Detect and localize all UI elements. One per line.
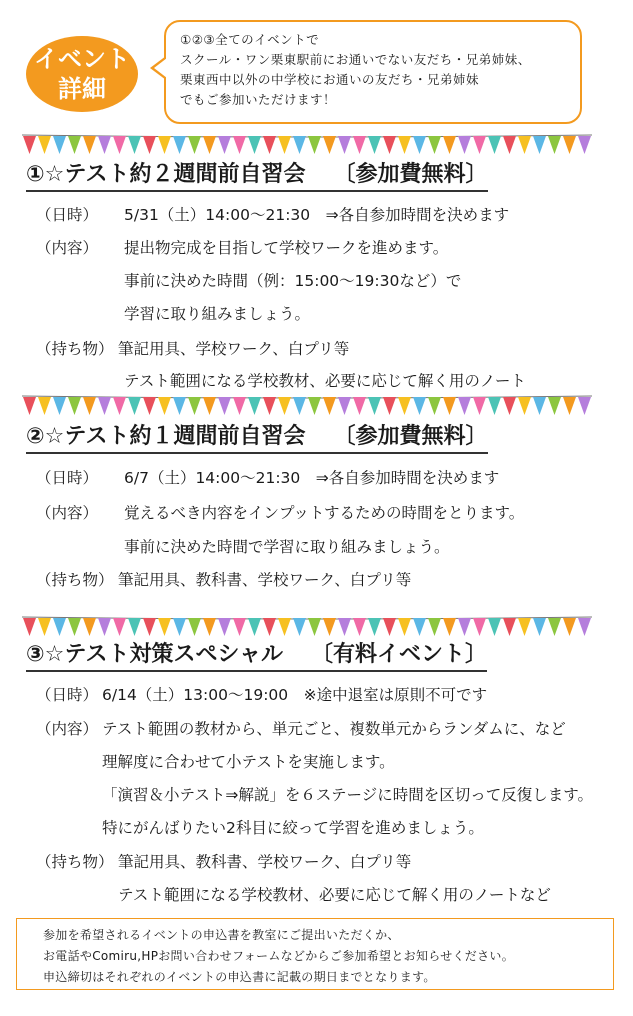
pennant-flag: [278, 618, 291, 636]
pennant-flag: [548, 618, 561, 636]
pennant-flag: [158, 397, 171, 415]
pennant-flag: [203, 618, 216, 636]
pennant-flag: [353, 397, 366, 415]
section-2-date-label: （日時）: [36, 469, 99, 487]
section-3-date-value: 6/14（土）13:00〜19:00 ※途中退室は原則不可です: [102, 686, 488, 704]
pennant-flag: [83, 136, 96, 154]
section-3-fee: 〔有料イベント〕: [311, 642, 488, 667]
pennant-flag: [578, 618, 591, 636]
event-detail-badge: [26, 36, 138, 112]
section-3-items-label: （持ち物）: [36, 853, 114, 871]
section-2-name: ②☆テスト約１週間前自習会: [26, 424, 306, 449]
pennant-flag: [143, 136, 156, 154]
pennant-flag: [188, 136, 201, 154]
pennant-flag: [578, 136, 591, 154]
section-1-content-line: 学習に取り組みましょう。: [124, 305, 311, 323]
section-1-fee: 〔参加費無料〕: [333, 162, 488, 187]
pennant-flag: [368, 136, 381, 154]
pennant-flag: [503, 136, 516, 154]
pennant-flag: [68, 397, 81, 415]
pennant-flag: [113, 136, 126, 154]
pennant-flag: [23, 136, 36, 154]
pennant-flag: [428, 136, 441, 154]
pennant-flag: [83, 618, 96, 636]
pennant-flag: [68, 136, 81, 154]
pennant-flag: [413, 397, 426, 415]
pennant-flag: [413, 618, 426, 636]
pennant-flag: [53, 397, 66, 415]
pennant-flag: [443, 136, 456, 154]
pennant-flag: [278, 136, 291, 154]
section-3-content-line: 特にがんばりたい2科目に絞って学習を進めましょう。: [102, 819, 484, 837]
pennant-flag: [308, 618, 321, 636]
footer-line: 参加を希望されるイベントの申込書を教室にご提出いただくか、: [43, 928, 400, 942]
pennant-flag: [218, 397, 231, 415]
section-1-content-line: 提出物完成を目指して学校ワークを進めます。: [124, 239, 449, 257]
pennant-flag: [278, 397, 291, 415]
pennant-flag: [23, 397, 36, 415]
section-1-content-line: 事前に決めた時間（例：15:00〜19:30など）で: [124, 272, 462, 290]
pennant-flag: [113, 397, 126, 415]
pennant-flag: [458, 136, 471, 154]
pennant-flag: [173, 136, 186, 154]
pennant-flag: [503, 397, 516, 415]
pennant-flag: [338, 618, 351, 636]
pennant-flag: [128, 397, 141, 415]
pennant-flag: [563, 618, 576, 636]
pennant-flag: [473, 136, 486, 154]
pennant-flag: [578, 397, 591, 415]
pennant-flag: [518, 397, 531, 415]
pennant-flag: [173, 618, 186, 636]
pennant-flag: [368, 618, 381, 636]
pennant-flag: [548, 136, 561, 154]
pennant-flag: [113, 618, 126, 636]
bubble-line: 栗東西中以外の中学校にお通いの友だち・兄弟姉妹: [180, 72, 480, 87]
pennant-flag: [518, 618, 531, 636]
section-2-content-line: 覚えるべき内容をインプットするための時間をとります。: [124, 504, 525, 522]
pennant-flag: [563, 136, 576, 154]
badge-line-2: 詳細: [58, 75, 106, 103]
pennant-flag: [158, 618, 171, 636]
notice-speech-bubble: [164, 20, 582, 124]
section-2-date-value: 6/7（土）14:00〜21:30 ⇒各自参加時間を決めます: [124, 469, 500, 487]
pennant-flag: [128, 618, 141, 636]
pennant-flag: [473, 618, 486, 636]
pennant-flag: [233, 136, 246, 154]
pennant-flag: [323, 136, 336, 154]
pennant-flag: [518, 136, 531, 154]
application-notice-box: [16, 918, 614, 990]
section-1-items-label: （持ち物）: [36, 340, 114, 358]
pennant-flag: [293, 397, 306, 415]
pennant-flag: [488, 136, 501, 154]
pennant-flag: [413, 136, 426, 154]
pennant-flag: [38, 397, 51, 415]
pennant-flag: [83, 397, 96, 415]
pennant-flag: [233, 397, 246, 415]
pennant-flag: [173, 397, 186, 415]
pennant-flag: [443, 397, 456, 415]
pennant-flag: [563, 397, 576, 415]
section-3-content-line: 「演習＆小テスト⇒解説」を６ステージに時間を区切って反復します。: [102, 786, 594, 804]
section-1-items-line: 筆記用具、学校ワーク、白プリ等: [118, 340, 350, 358]
pennant-flag: [188, 618, 201, 636]
section-3-items-line: 筆記用具、教科書、学校ワーク、白プリ等: [118, 853, 412, 871]
section-1-title: [26, 160, 488, 192]
section-2-title: [26, 422, 488, 454]
pennant-flag: [488, 618, 501, 636]
pennant-flag: [263, 136, 276, 154]
pennant-flag: [323, 397, 336, 415]
pennant-flag: [458, 618, 471, 636]
bubble-line: でもご参加いただけます！: [180, 92, 337, 107]
pennant-flag: [248, 397, 261, 415]
pennant-flag: [383, 136, 396, 154]
pennant-flag: [398, 397, 411, 415]
pennant-flag: [98, 618, 111, 636]
pennant-flag: [533, 136, 546, 154]
pennant-flag: [293, 136, 306, 154]
pennant-flag: [308, 397, 321, 415]
section-1-items-line: テスト範囲になる学校教材、必要に応じて解く用のノート: [124, 372, 526, 390]
pennant-flag: [128, 136, 141, 154]
pennant-flag: [23, 618, 36, 636]
pennant-flag: [38, 136, 51, 154]
section-3-date-label: （日時）: [36, 686, 99, 704]
section-3-content-label: （内容）: [36, 720, 99, 738]
pennant-flag: [458, 397, 471, 415]
pennant-flag: [263, 618, 276, 636]
pennant-flag: [488, 397, 501, 415]
footer-line: お電話やComiru,HPお問い合わせフォームなどからご参加希望とお知らせください。: [43, 949, 514, 963]
bubble-line: ①②③全てのイベントで: [180, 32, 320, 47]
pennant-flag: [53, 618, 66, 636]
pennant-flag: [98, 397, 111, 415]
pennant-flag: [428, 397, 441, 415]
pennant-flag: [53, 136, 66, 154]
pennant-flag: [383, 397, 396, 415]
pennant-flag: [443, 618, 456, 636]
pennant-flag: [338, 136, 351, 154]
pennant-flag: [368, 397, 381, 415]
pennant-flag: [203, 397, 216, 415]
pennant-flag: [503, 618, 516, 636]
footer-line: 申込締切はそれぞれのイベントの申込書に記載の期日までとなります。: [43, 970, 436, 984]
pennant-flag: [308, 136, 321, 154]
bubble-line: スクール・ワン栗東駅前にお通いでない友だち・兄弟姉妹、: [180, 52, 531, 67]
section-1-content-label: （内容）: [36, 239, 99, 257]
section-1-date-value: 5/31（土）14:00〜21:30 ⇒各自参加時間を決めます: [124, 206, 510, 224]
pennant-flag: [98, 136, 111, 154]
pennant-flag: [38, 618, 51, 636]
pennant-flag: [218, 618, 231, 636]
pennant-flag: [68, 618, 81, 636]
section-1-date-label: （日時）: [36, 206, 99, 224]
pennant-flag: [533, 618, 546, 636]
section-2-content-label: （内容）: [36, 504, 99, 522]
section-3-title: [26, 640, 487, 672]
section-3-items-line: テスト範囲になる学校教材、必要に応じて解く用のノートなど: [118, 886, 551, 904]
pennant-flag: [203, 136, 216, 154]
section-2-content-line: 事前に決めた時間で学習に取り組みましょう。: [124, 538, 450, 556]
pennant-flag: [338, 397, 351, 415]
pennant-flag: [143, 397, 156, 415]
pennant-flag: [188, 397, 201, 415]
pennant-flag: [248, 618, 261, 636]
pennant-flag: [398, 136, 411, 154]
pennant-flag: [473, 397, 486, 415]
pennant-flag: [143, 618, 156, 636]
section-3-content-line: テスト範囲の教材から、単元ごと、複数単元からランダムに、など: [102, 720, 566, 738]
section-3-name: ③☆テスト対策スペシャル: [26, 642, 284, 667]
pennant-flag: [353, 136, 366, 154]
pennant-flag: [533, 397, 546, 415]
pennant-flag: [353, 618, 366, 636]
flag-garland-2: [22, 393, 592, 417]
pennant-flag: [248, 136, 261, 154]
pennant-flag: [218, 136, 231, 154]
section-1-name: ①☆テスト約２週間前自習会: [26, 162, 306, 187]
pennant-flag: [233, 618, 246, 636]
section-3-content-line: 理解度に合わせて小テストを実施します。: [102, 753, 395, 771]
section-2-fee: 〔参加費無料〕: [333, 424, 488, 449]
badge-line-1: イベント: [34, 45, 130, 73]
pennant-flag: [263, 397, 276, 415]
flag-garland-3: [22, 614, 592, 638]
pennant-flag: [428, 618, 441, 636]
pennant-flag: [293, 618, 306, 636]
pennant-flag: [398, 618, 411, 636]
section-2-items-line: 筆記用具、教科書、学校ワーク、白プリ等: [118, 571, 412, 589]
pennant-flag: [548, 397, 561, 415]
pennant-flag: [383, 618, 396, 636]
section-2-items-label: （持ち物）: [36, 571, 114, 589]
pennant-flag: [323, 618, 336, 636]
flag-garland-1: [22, 132, 592, 156]
pennant-flag: [158, 136, 171, 154]
